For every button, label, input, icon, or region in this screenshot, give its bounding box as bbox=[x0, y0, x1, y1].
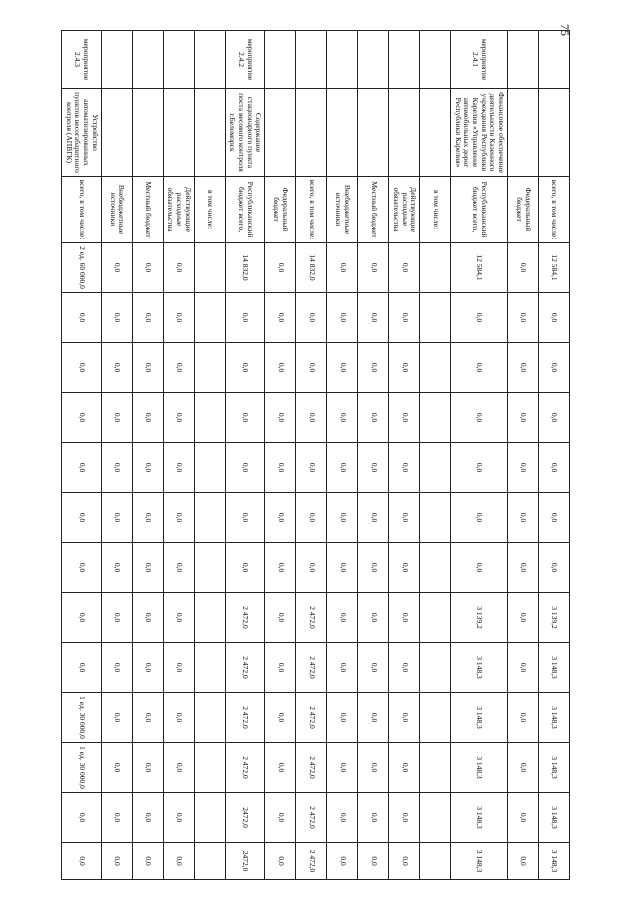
value-cell: 0,0 bbox=[389, 693, 420, 743]
value-cell: 2472,0 bbox=[225, 793, 265, 843]
measure-code-cell bbox=[327, 31, 358, 89]
value-cell: 0,0 bbox=[327, 843, 358, 880]
value-cell: 0,0 bbox=[132, 593, 163, 643]
funding-source-cell: всего, в том числе: bbox=[296, 177, 327, 243]
value-cell: 3 139,2 bbox=[539, 593, 570, 643]
measure-code-cell: мероприятие 2.4.3 bbox=[62, 31, 102, 89]
value-cell: 2 472,0 bbox=[225, 643, 265, 693]
value-cell: 3 139,2 bbox=[451, 593, 508, 643]
value-cell: 3 148,3 bbox=[539, 843, 570, 880]
value-cell bbox=[194, 243, 225, 293]
measure-code-cell bbox=[132, 31, 163, 89]
value-cell: 0,0 bbox=[327, 493, 358, 543]
value-cell: 0,0 bbox=[508, 593, 539, 643]
value-cell bbox=[420, 243, 451, 293]
value-cell: 0,0 bbox=[508, 293, 539, 343]
value-cell: 0,0 bbox=[296, 543, 327, 593]
value-cell: 0,0 bbox=[62, 393, 102, 443]
value-cell: 0,0 bbox=[508, 643, 539, 693]
value-cell: 0,0 bbox=[62, 643, 102, 693]
measure-code-cell bbox=[101, 31, 132, 89]
value-cell: 0,0 bbox=[451, 343, 508, 393]
value-cell: 0,0 bbox=[62, 443, 102, 493]
value-cell: 0,0 bbox=[225, 443, 265, 493]
value-cell: 0,0 bbox=[358, 543, 389, 593]
value-cell bbox=[194, 793, 225, 843]
value-cell: 0,0 bbox=[62, 793, 102, 843]
measure-code-cell bbox=[420, 31, 451, 89]
value-cell: 0,0 bbox=[225, 493, 265, 543]
value-cell: 0,0 bbox=[62, 493, 102, 543]
value-cell: 0,0 bbox=[163, 443, 194, 493]
value-cell: 0,0 bbox=[508, 443, 539, 493]
value-cell: 0,0 bbox=[132, 493, 163, 543]
funding-source-cell: Внебюджетные источники bbox=[327, 177, 358, 243]
value-cell: 1 ед. 30 000,0 bbox=[62, 743, 102, 793]
value-cell bbox=[420, 643, 451, 693]
value-cell: 0,0 bbox=[225, 293, 265, 343]
value-cell: 3 148,3 bbox=[451, 693, 508, 743]
value-cell: 0,0 bbox=[389, 343, 420, 393]
value-cell bbox=[194, 293, 225, 343]
funding-source-cell: Действующие расходные обязательства bbox=[389, 177, 420, 243]
value-cell: 0,0 bbox=[225, 343, 265, 393]
value-cell: 0,0 bbox=[327, 593, 358, 643]
value-cell: 0,0 bbox=[132, 843, 163, 880]
value-cell: 0,0 bbox=[132, 543, 163, 593]
value-cell: 0,0 bbox=[358, 693, 389, 743]
rotated-table-container bbox=[64, 30, 570, 880]
value-cell: 0,0 bbox=[296, 343, 327, 393]
value-cell: 0,0 bbox=[358, 643, 389, 693]
value-cell: 0,0 bbox=[132, 743, 163, 793]
value-cell: 2 472,0 bbox=[296, 643, 327, 693]
funding-source-cell: Республиканский бюджет всего, bbox=[451, 177, 508, 243]
value-cell: 1 ед. 30 000,0 bbox=[62, 693, 102, 743]
value-cell: 0,0 bbox=[265, 793, 296, 843]
value-cell: 0,0 bbox=[508, 343, 539, 393]
value-cell bbox=[194, 593, 225, 643]
value-cell: 0,0 bbox=[539, 393, 570, 443]
table-row bbox=[194, 31, 225, 880]
value-cell: 0,0 bbox=[389, 243, 420, 293]
value-cell: 0,0 bbox=[327, 543, 358, 593]
measure-code-cell bbox=[389, 31, 420, 89]
value-cell: 0,0 bbox=[358, 593, 389, 643]
value-cell: 0,0 bbox=[508, 743, 539, 793]
value-cell: 2 472,0 bbox=[296, 743, 327, 793]
budget-table bbox=[61, 30, 570, 880]
value-cell: 0,0 bbox=[265, 543, 296, 593]
value-cell: 0,0 bbox=[389, 293, 420, 343]
table-row bbox=[389, 31, 420, 880]
value-cell bbox=[420, 443, 451, 493]
value-cell: 2 472,0 bbox=[225, 593, 265, 643]
funding-source-cell: Внебюджетные источники bbox=[101, 177, 132, 243]
value-cell: 3 148,3 bbox=[451, 743, 508, 793]
value-cell: 0,0 bbox=[163, 643, 194, 693]
value-cell: 0,0 bbox=[132, 443, 163, 493]
value-cell: 0,0 bbox=[296, 493, 327, 543]
value-cell: 3 148,3 bbox=[539, 693, 570, 743]
value-cell: 0,0 bbox=[451, 543, 508, 593]
value-cell: 0,0 bbox=[539, 293, 570, 343]
value-cell: 0,0 bbox=[101, 593, 132, 643]
funding-source-cell: Республиканский бюджет всего, bbox=[225, 177, 265, 243]
funding-source-cell: Действующие расходные обязательства bbox=[163, 177, 194, 243]
value-cell: 2 472,0 bbox=[296, 793, 327, 843]
value-cell: 0,0 bbox=[358, 443, 389, 493]
table-row bbox=[296, 31, 327, 880]
value-cell: 0,0 bbox=[62, 843, 102, 880]
value-cell: 0,0 bbox=[296, 393, 327, 443]
measure-name-cell bbox=[296, 89, 327, 177]
measure-name-cell bbox=[101, 89, 132, 177]
value-cell: 0,0 bbox=[225, 393, 265, 443]
value-cell bbox=[194, 493, 225, 543]
value-cell: 0,0 bbox=[327, 793, 358, 843]
funding-source-cell: в том числе: bbox=[194, 177, 225, 243]
value-cell: 0,0 bbox=[539, 443, 570, 493]
measure-code-cell bbox=[539, 31, 570, 89]
value-cell: 0,0 bbox=[265, 243, 296, 293]
value-cell: 0,0 bbox=[389, 393, 420, 443]
measure-name-cell bbox=[358, 89, 389, 177]
value-cell: 0,0 bbox=[265, 693, 296, 743]
funding-source-cell: всего, в том числе: bbox=[539, 177, 570, 243]
value-cell: 0,0 bbox=[451, 393, 508, 443]
value-cell bbox=[420, 793, 451, 843]
value-cell: 2 472,0 bbox=[296, 693, 327, 743]
value-cell: 0,0 bbox=[62, 343, 102, 393]
value-cell: 0,0 bbox=[101, 393, 132, 443]
value-cell: 0,0 bbox=[508, 793, 539, 843]
value-cell: 0,0 bbox=[539, 343, 570, 393]
value-cell: 0,0 bbox=[265, 393, 296, 443]
value-cell: 2 472,0 bbox=[296, 593, 327, 643]
value-cell bbox=[194, 443, 225, 493]
value-cell: 0,0 bbox=[62, 593, 102, 643]
value-cell: 0,0 bbox=[101, 793, 132, 843]
measure-name-cell bbox=[389, 89, 420, 177]
value-cell bbox=[420, 343, 451, 393]
value-cell: 0,0 bbox=[132, 243, 163, 293]
value-cell bbox=[420, 693, 451, 743]
value-cell: 0,0 bbox=[327, 243, 358, 293]
value-cell bbox=[420, 493, 451, 543]
value-cell: 0,0 bbox=[389, 843, 420, 880]
table-row bbox=[358, 31, 389, 880]
value-cell: 3 148,3 bbox=[539, 743, 570, 793]
value-cell: 0,0 bbox=[389, 743, 420, 793]
value-cell: 0,0 bbox=[265, 593, 296, 643]
value-cell: 0,0 bbox=[265, 843, 296, 880]
measure-code-cell: мероприятие 2.4.2 bbox=[225, 31, 265, 89]
value-cell: 0,0 bbox=[327, 293, 358, 343]
value-cell: 0,0 bbox=[327, 693, 358, 743]
measure-name-cell bbox=[132, 89, 163, 177]
value-cell: 0,0 bbox=[132, 293, 163, 343]
table-row bbox=[132, 31, 163, 880]
value-cell: 0,0 bbox=[101, 343, 132, 393]
value-cell bbox=[194, 843, 225, 880]
value-cell: 0,0 bbox=[358, 393, 389, 443]
value-cell: 0,0 bbox=[101, 743, 132, 793]
value-cell: 2 472,0 bbox=[225, 743, 265, 793]
value-cell: 0,0 bbox=[101, 643, 132, 693]
value-cell: 0,0 bbox=[265, 443, 296, 493]
value-cell bbox=[194, 643, 225, 693]
value-cell: 0,0 bbox=[225, 543, 265, 593]
funding-source-cell: всего, в том числе: bbox=[62, 177, 102, 243]
value-cell: 0,0 bbox=[389, 543, 420, 593]
value-cell: 0,0 bbox=[327, 643, 358, 693]
value-cell bbox=[194, 693, 225, 743]
measure-code-cell bbox=[194, 31, 225, 89]
value-cell bbox=[194, 393, 225, 443]
value-cell: 3 148,3 bbox=[451, 843, 508, 880]
value-cell: 0,0 bbox=[132, 643, 163, 693]
measure-name-cell bbox=[539, 89, 570, 177]
table-row bbox=[420, 31, 451, 880]
value-cell bbox=[420, 293, 451, 343]
value-cell: 3 148,3 bbox=[451, 793, 508, 843]
value-cell: 0,0 bbox=[132, 393, 163, 443]
value-cell: 3 148,3 bbox=[539, 643, 570, 693]
value-cell: 0,0 bbox=[327, 393, 358, 443]
measure-code-cell: мероприятие 2.4.1 bbox=[451, 31, 508, 89]
value-cell: 12 584,1 bbox=[451, 243, 508, 293]
value-cell: 0,0 bbox=[101, 693, 132, 743]
value-cell bbox=[420, 393, 451, 443]
value-cell: 0,0 bbox=[265, 343, 296, 393]
table-row bbox=[508, 31, 539, 880]
table-row bbox=[539, 31, 570, 880]
table-row bbox=[101, 31, 132, 880]
value-cell: 2472,0 bbox=[225, 843, 265, 880]
measure-name-cell: Содержание стационарного пункта поста весового контроля г.Беломорск bbox=[225, 89, 265, 177]
value-cell bbox=[194, 543, 225, 593]
value-cell: 0,0 bbox=[265, 493, 296, 543]
value-cell: 0,0 bbox=[508, 843, 539, 880]
value-cell: 0,0 bbox=[508, 693, 539, 743]
measure-name-cell: Устройство автоматизированных пунктов весогабаритного контроля (АПВГК) bbox=[62, 89, 102, 177]
value-cell: 0,0 bbox=[327, 743, 358, 793]
value-cell: 0,0 bbox=[358, 743, 389, 793]
value-cell: 0,0 bbox=[163, 493, 194, 543]
table-row bbox=[451, 31, 508, 880]
measure-code-cell bbox=[296, 31, 327, 89]
value-cell: 14 832,0 bbox=[296, 243, 327, 293]
measure-code-cell bbox=[265, 31, 296, 89]
measure-name-cell bbox=[265, 89, 296, 177]
value-cell: 0,0 bbox=[163, 693, 194, 743]
measure-code-cell bbox=[358, 31, 389, 89]
table-row bbox=[62, 31, 102, 880]
value-cell: 0,0 bbox=[132, 343, 163, 393]
value-cell: 0,0 bbox=[389, 643, 420, 693]
value-cell: 0,0 bbox=[508, 493, 539, 543]
table-row bbox=[327, 31, 358, 880]
value-cell: 0,0 bbox=[389, 493, 420, 543]
value-cell: 0,0 bbox=[163, 593, 194, 643]
value-cell: 0,0 bbox=[389, 793, 420, 843]
measure-name-cell bbox=[327, 89, 358, 177]
value-cell: 0,0 bbox=[163, 243, 194, 293]
value-cell: 0,0 bbox=[508, 243, 539, 293]
value-cell: 0,0 bbox=[508, 543, 539, 593]
value-cell: 0,0 bbox=[163, 793, 194, 843]
measure-name-cell bbox=[420, 89, 451, 177]
value-cell: 0,0 bbox=[327, 443, 358, 493]
value-cell: 0,0 bbox=[451, 493, 508, 543]
value-cell bbox=[420, 543, 451, 593]
measure-code-cell bbox=[508, 31, 539, 89]
value-cell: 0,0 bbox=[163, 293, 194, 343]
funding-source-cell: Федеральный бюджет bbox=[265, 177, 296, 243]
page-number: 75 bbox=[558, 24, 572, 36]
value-cell: 2 472,0 bbox=[296, 843, 327, 880]
value-cell: 0,0 bbox=[327, 343, 358, 393]
funding-source-cell: Федеральный бюджет bbox=[508, 177, 539, 243]
table-row bbox=[225, 31, 265, 880]
table-row bbox=[163, 31, 194, 880]
value-cell bbox=[420, 843, 451, 880]
value-cell: 0,0 bbox=[265, 743, 296, 793]
value-cell: 0,0 bbox=[62, 543, 102, 593]
value-cell: 0,0 bbox=[101, 843, 132, 880]
value-cell: 0,0 bbox=[296, 293, 327, 343]
value-cell: 12 584,1 bbox=[539, 243, 570, 293]
funding-source-cell: Местный бюджет bbox=[358, 177, 389, 243]
value-cell: 0,0 bbox=[451, 443, 508, 493]
funding-source-cell: в том числе: bbox=[420, 177, 451, 243]
value-cell: 0,0 bbox=[101, 243, 132, 293]
value-cell: 0,0 bbox=[163, 393, 194, 443]
value-cell: 0,0 bbox=[508, 393, 539, 443]
value-cell: 0,0 bbox=[163, 543, 194, 593]
value-cell: 0,0 bbox=[101, 543, 132, 593]
value-cell: 0,0 bbox=[101, 493, 132, 543]
value-cell: 0,0 bbox=[358, 243, 389, 293]
value-cell: 3 148,3 bbox=[451, 643, 508, 693]
value-cell bbox=[194, 343, 225, 393]
value-cell: 14 832,0 bbox=[225, 243, 265, 293]
measure-name-cell bbox=[194, 89, 225, 177]
value-cell: 0,0 bbox=[132, 793, 163, 843]
measure-name-cell: Финансовое обеспечение деятельности Казенного учреждения Республики Карелия «Управление автомобильных дорог Республики Карелия» bbox=[451, 89, 508, 177]
value-cell: 0,0 bbox=[358, 493, 389, 543]
value-cell: 0,0 bbox=[101, 443, 132, 493]
measure-name-cell bbox=[508, 89, 539, 177]
value-cell: 0,0 bbox=[539, 543, 570, 593]
value-cell: 0,0 bbox=[358, 343, 389, 393]
value-cell: 0,0 bbox=[265, 293, 296, 343]
value-cell: 0,0 bbox=[62, 293, 102, 343]
value-cell: 0,0 bbox=[265, 643, 296, 693]
value-cell: 0,0 bbox=[389, 443, 420, 493]
value-cell: 2 472,0 bbox=[225, 693, 265, 743]
value-cell: 0,0 bbox=[132, 693, 163, 743]
value-cell: 0,0 bbox=[358, 293, 389, 343]
measure-code-cell bbox=[163, 31, 194, 89]
value-cell: 0,0 bbox=[539, 493, 570, 543]
value-cell: 0,0 bbox=[358, 793, 389, 843]
measure-name-cell bbox=[163, 89, 194, 177]
value-cell bbox=[420, 593, 451, 643]
value-cell: 0,0 bbox=[163, 843, 194, 880]
value-cell: 0,0 bbox=[101, 293, 132, 343]
table-row bbox=[265, 31, 296, 880]
value-cell: 0,0 bbox=[296, 443, 327, 493]
value-cell: 0,0 bbox=[163, 343, 194, 393]
value-cell: 0,0 bbox=[451, 293, 508, 343]
value-cell bbox=[194, 743, 225, 793]
value-cell: 0,0 bbox=[389, 593, 420, 643]
value-cell: 0,0 bbox=[163, 743, 194, 793]
value-cell: 2 ед. 60 000,0 bbox=[62, 243, 102, 293]
value-cell: 3 148,3 bbox=[539, 793, 570, 843]
funding-source-cell: Местный бюджет bbox=[132, 177, 163, 243]
value-cell: 0,0 bbox=[358, 843, 389, 880]
value-cell bbox=[420, 743, 451, 793]
